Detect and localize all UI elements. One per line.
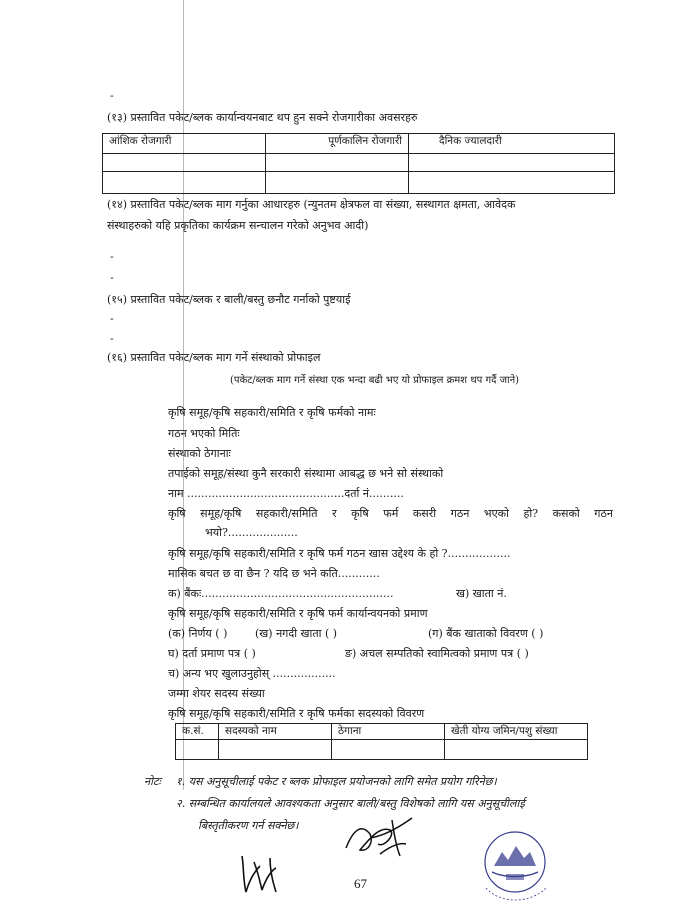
table-cell (266, 154, 409, 172)
signature-left-icon (236, 848, 296, 898)
evidence-property: ङ) अचल सम्पतिको स्वामित्वको प्रमाण पत्र ( ) (345, 647, 529, 660)
profile-line-name: कृषि समूह/कृषि सहकारी/समिति र कृषि फर्मको नामः (168, 406, 376, 419)
evidence-bank-details: (ग) बैंक खाताको विवरण ( ) (428, 627, 544, 640)
dash: - (110, 250, 114, 263)
profile-line-share-members: जम्मा शेयर सदस्य संख्या (168, 687, 265, 700)
notes-label: नोटः (144, 775, 161, 788)
section-14-heading: (१४) प्रस्तावित पकेट/ब्लक माग गर्नुका आधारहरु (न्युनतम क्षेत्रफल वा संख्या, सस्थागत क्षमता, आवेदक (107, 198, 516, 211)
note-1: १. यस अनुसूचीलाई पकेट र ब्लक प्रोफाइल प्रयोजनको लागि समेत प्रयोग गरिनेछ। (176, 775, 497, 788)
dash: - (110, 312, 114, 325)
profile-line-date: गठन भएको मितिः (168, 427, 240, 440)
table-cell (176, 740, 219, 760)
col-daily-wage: दैनिक ज्यालदारी (409, 134, 615, 154)
table-cell (409, 154, 615, 172)
col-fulltime-employment: पूर्णकालिन रोजगारी (266, 134, 409, 154)
col-land-livestock: खेती योग्य जमिन/पशु संख्या (445, 724, 588, 740)
table-cell (409, 172, 615, 194)
member-table (175, 723, 588, 760)
profile-line-member-details: कृषि समूह/कृषि सहकारी/समिति र कृषि फर्मका सदस्यको विवरण (168, 707, 425, 720)
profile-line-evidence: कृषि समूह/कृषि सहकारी/समिति र कृषि फर्म कार्यान्वयनको प्रमाण (168, 607, 428, 620)
dash: - (110, 332, 114, 345)
table-cell (219, 740, 332, 760)
profile-line-bank: क) बैंकः....................................................... (168, 587, 394, 600)
section-13-heading: (१३) प्रस्तावित पकेट/ब्लक कार्यान्वयनबाट थप हुन सक्ने रोजगारीका अवसरहरु (107, 111, 418, 124)
table-cell (103, 154, 266, 172)
government-seal-icon (470, 822, 560, 910)
table-cell (103, 172, 266, 194)
note-2-cont: बिस्तृतीकरण गर्न सक्नेछ। (198, 819, 299, 832)
evidence-decision: (क) निर्णय ( ) (168, 627, 228, 640)
table-cell (332, 740, 445, 760)
table-cell (445, 740, 588, 760)
signature-center-icon (340, 808, 420, 864)
profile-line-formation-cont: भयो?.................... (205, 526, 298, 539)
col-address: ठेगाना (332, 724, 445, 740)
dash: - (110, 89, 114, 102)
col-serial: क.सं. (176, 724, 219, 740)
profile-line-savings: मासिक बचत छ वा छैन ? यदि छ भने कति............ (168, 567, 380, 580)
profile-line-account-no: ख) खाता नं. (456, 587, 507, 600)
table-cell (266, 172, 409, 194)
page-number: 67 (354, 876, 367, 891)
dash: - (110, 271, 114, 284)
section-16-heading: (१६) प्रस्तावित पकेट/ब्लक माग गर्ने संस्थाको प्रोफाइल (107, 351, 321, 364)
evidence-other: च) अन्य भए खुलाउनुहोस् .................. (168, 667, 336, 680)
col-member-name: सदस्यको नाम (219, 724, 332, 740)
col-partial-employment: आंशिक रोजगारी (103, 134, 266, 154)
evidence-registration: घ) दर्ता प्रमाण पत्र ( ) (168, 647, 256, 660)
profile-line-address: संस्थाको ठेगानाः (168, 447, 231, 460)
evidence-cash-book: (ख) नगदी खाता ( ) (255, 627, 338, 640)
section-16-subnote: (पकेट/ब्लक माग गर्ने संस्था एक भन्दा बढी भए यो प्रोफाइल क्रमश थप गर्दै जाने) (230, 375, 520, 386)
section-15-heading: (१५) प्रस्तावित पकेट/ब्लक र बाली/बस्तु छनौट गर्नाको पुष्टयाई (107, 293, 351, 306)
employment-table (102, 133, 615, 194)
note-2: २. सम्बन्धित कार्यालयले आवश्यकता अनुसार बाली/बस्तु विशेषको लागि यस अनुसूचीलाई (176, 797, 525, 810)
profile-line-objective: कृषि समूह/कृषि सहकारी/समिति र कृषि फर्म गठन खास उद्देश्य के हो ?.................. (168, 547, 511, 560)
profile-line-reg-no: नाम .............................................दर्ता नं.......... (168, 487, 404, 500)
section-14-heading-cont: संस्थाहरुको यहि प्रकृतिका कार्यक्रम सन्चालन गरेको अनुभव आदी) (107, 219, 369, 232)
profile-line-formation: कृषि समूह/कृषि सहकारी/समिति र कृषि फर्म कसरी गठन भएको हो? कसको गठन (168, 507, 613, 520)
profile-line-affiliation: तपाईको समूह/संस्था कुनै सरकारी संस्थामा आबद्ध छ भने सो संस्थाको (168, 467, 444, 480)
